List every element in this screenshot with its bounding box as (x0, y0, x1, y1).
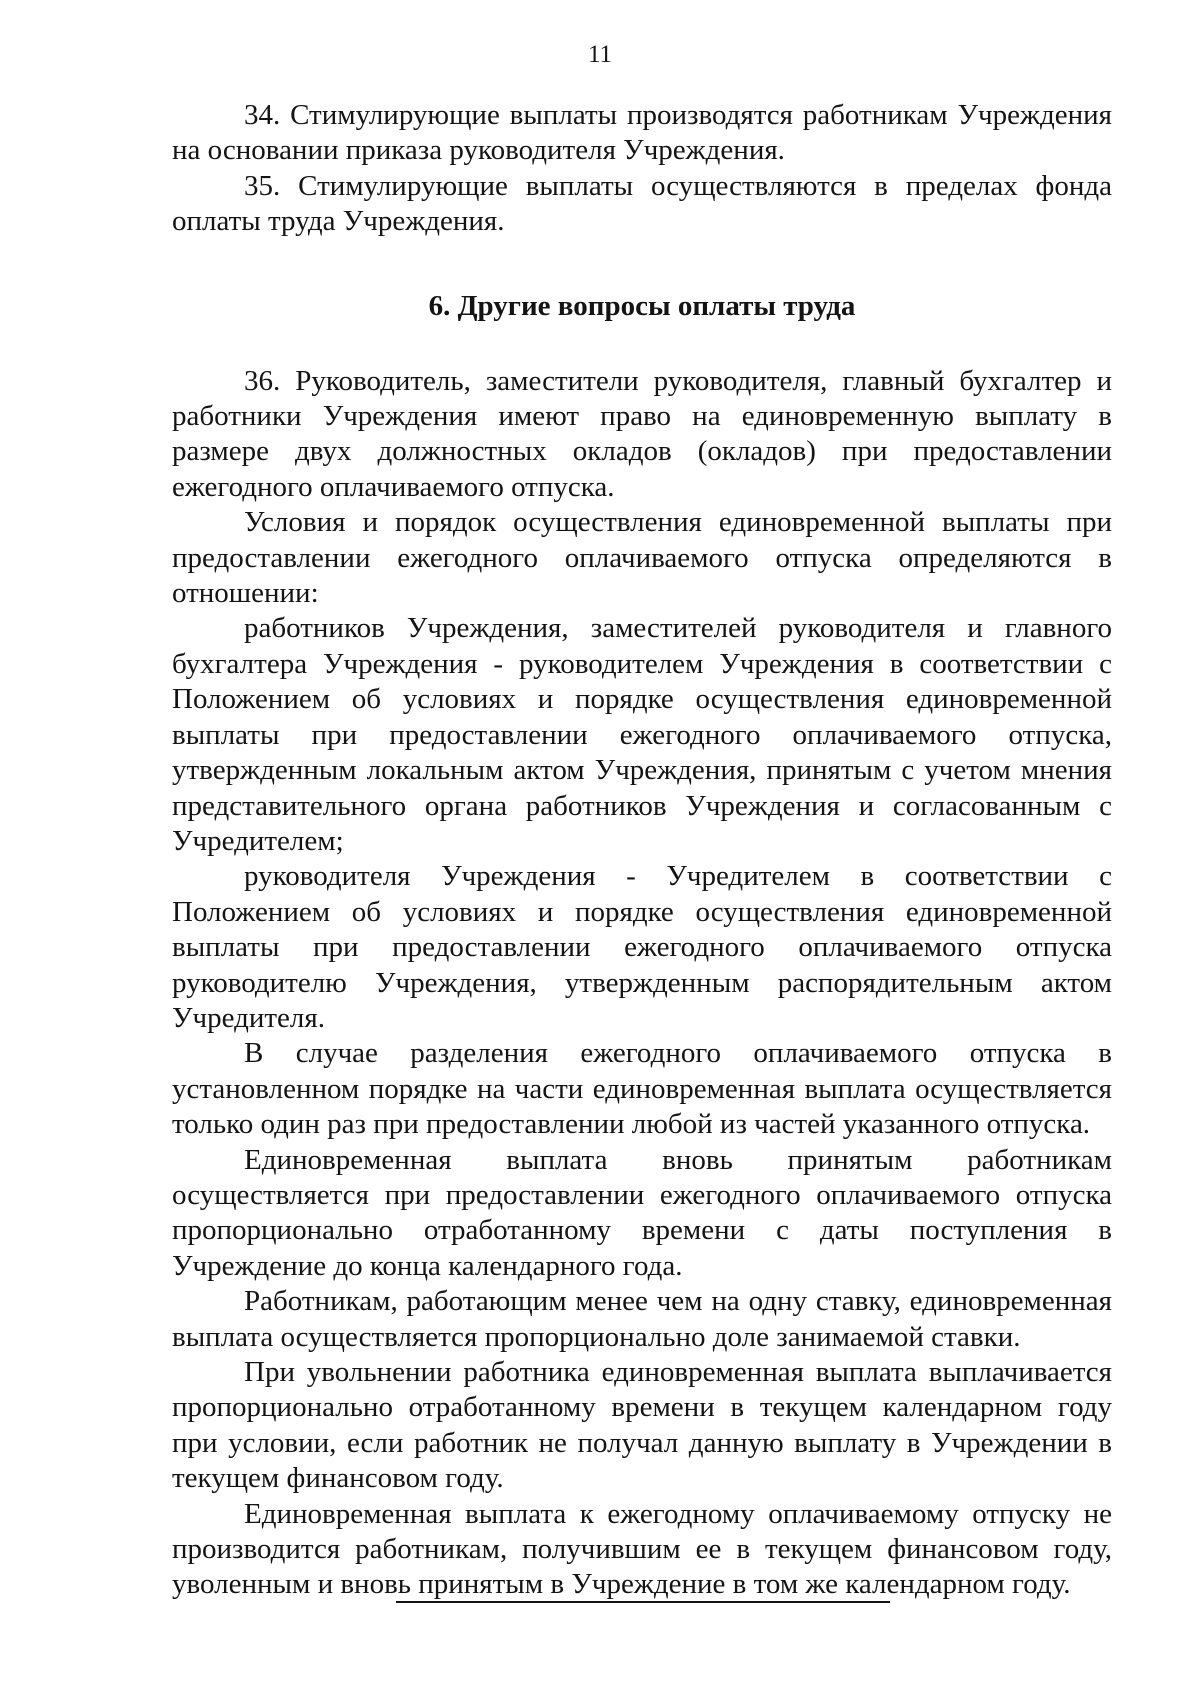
paragraph-head: руководителя Учреждения - Учредителем в соответствии с Положением об условиях и порядке осуществления единовременной выплаты при предоставлении ежегодного оплачиваемого отпуска руководителю Учреждения, утвержденным распорядительным актом Учредителя. (172, 860, 1112, 1034)
page-number: 11 (587, 41, 613, 68)
paragraph-split-leave: В случае разделения ежегодного оплачиваемого отпуска в установленном порядке на части единовременная выплата осуществляется только один раз при предоставлении любой из частей указанного отпуска. (172, 1037, 1112, 1141)
paragraph-new-employees: Единовременная выплата вновь принятым работникам осуществляется при предоставлении ежегодного оплачиваемого отпуска пропорционально отработанному времени с даты поступления в Учреждение до конца календарного года. (172, 1143, 1112, 1282)
paragraph-part-time: Работникам, работающим менее чем на одну ставку, единовременная выплата осуществляется пропорционально доле занимаемой ставки. (172, 1285, 1112, 1353)
paragraph-conditions: Условия и порядок осуществления единовременной выплаты при предоставлении ежегодного оплачиваемого отпуска определяются в отношении: (172, 506, 1112, 610)
paragraph-35: 35. Стимулирующие выплаты осуществляются в пределах фонда оплаты труда Учреждения. (172, 169, 1112, 238)
paragraph-34: 34. Стимулирующие выплаты производятся работникам Учреждения на основании приказа руководителя Учреждения. (172, 99, 1112, 167)
end-rule (396, 1601, 890, 1603)
paragraph-not-paid: Единовременная выплата к ежегодному оплачиваемому отпуску не производится работникам, получившим ее в текущем финансовом году, уволенным и вновь принятым в Учреждение в том же календарном году. (172, 1497, 1112, 1601)
paragraph-dismissal: При увольнении работника единовременная выплата выплачивается пропорционально отработанному времени в текущем календарном году при условии, если работник не получал данную выплату в Учреждении в текущем финансовом году. (172, 1356, 1112, 1495)
paragraph-employees: работников Учреждения, заместителей руководителя и главного бухгалтера Учреждения - руководителем Учреждения в соответствии с Положением об условиях и порядке осуществления единовременной выплаты при предоставлении ежегодного оплачиваемого отпуска, утвержденным локальным актом Учреждения, принятым с учетом мнения представительного органа работников Учреждения и согласованным с Учредителем; (172, 612, 1112, 857)
document-body (172, 98, 1112, 1603)
paragraph-36: 36. Руководитель, заместители руководителя, главный бухгалтер и работники Учреждения имеют право на единовременную выплату в размере двух должностных окладов (окладов) при предоставлении ежегодного оплачиваемого отпуска. (172, 364, 1112, 503)
section-heading: 6. Другие вопросы оплаты труда (428, 289, 856, 322)
